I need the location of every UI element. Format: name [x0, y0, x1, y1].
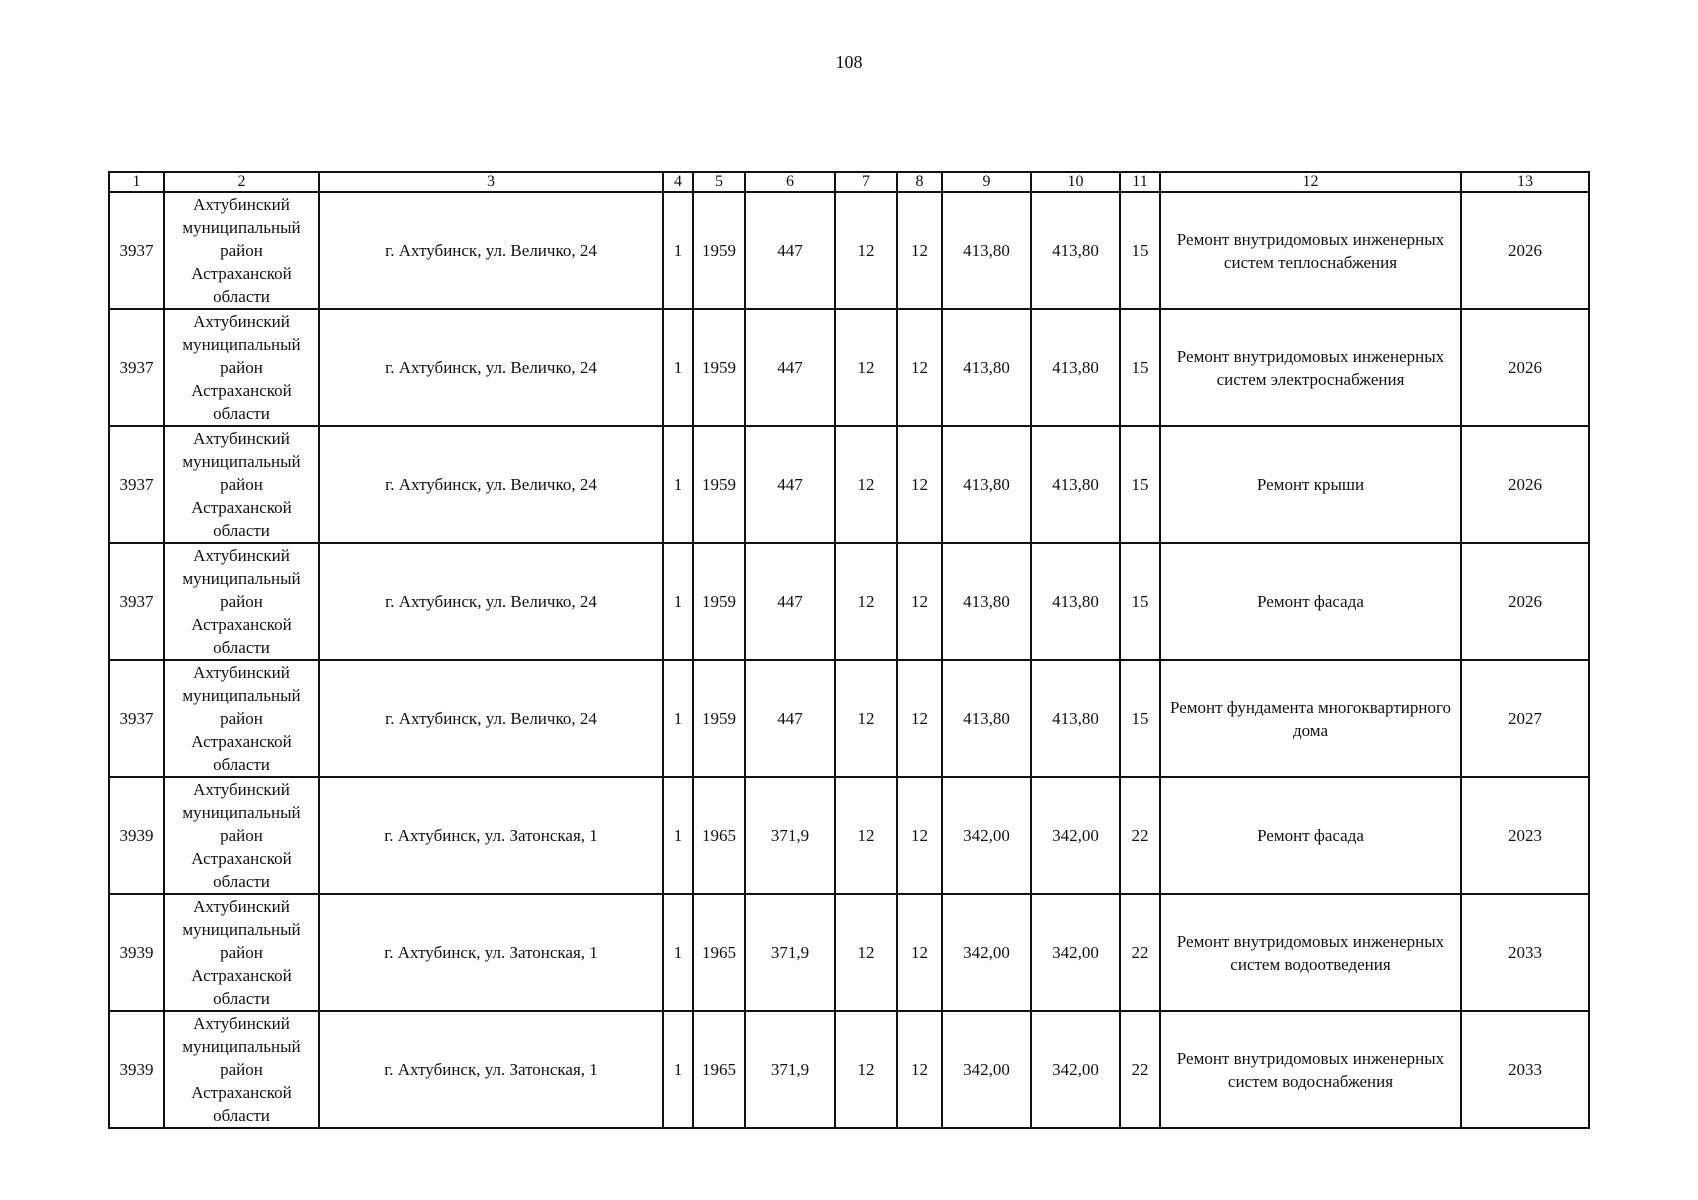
column-8-cell: 12 [897, 426, 942, 543]
column-8-cell: 12 [897, 777, 942, 894]
table-header [109, 172, 1589, 192]
column-7-cell: 12 [835, 777, 897, 894]
column-11-cell: 15 [1120, 309, 1160, 426]
column-4-cell: 1 [663, 309, 693, 426]
district-line: район [220, 358, 263, 377]
column-8-cell: 12 [897, 1011, 942, 1128]
district-line: области [213, 755, 270, 774]
district-line: области [213, 1106, 270, 1125]
planned-year-cell: 2033 [1461, 1011, 1589, 1128]
column-10-cell: 413,80 [1031, 192, 1120, 309]
column-11-cell: 15 [1120, 426, 1160, 543]
district-cell [164, 777, 319, 894]
build-year-cell: 1959 [693, 660, 745, 777]
district-line: Астраханской [191, 498, 292, 517]
column-10-cell: 342,00 [1031, 894, 1120, 1011]
column-6-cell: 447 [745, 309, 835, 426]
district-cell [164, 192, 319, 309]
column-11-cell: 22 [1120, 1011, 1160, 1128]
planned-year-cell: 2026 [1461, 426, 1589, 543]
table-row [109, 777, 1589, 894]
address-cell: г. Ахтубинск, ул. Величко, 24 [319, 309, 663, 426]
column-header: 11 [1120, 172, 1160, 192]
build-year-cell: 1965 [693, 894, 745, 1011]
column-header: 13 [1461, 172, 1589, 192]
column-6-cell: 371,9 [745, 1011, 835, 1128]
column-8-cell: 12 [897, 660, 942, 777]
column-7-cell: 12 [835, 660, 897, 777]
address-cell: г. Ахтубинск, ул. Затонская, 1 [319, 1011, 663, 1128]
district-cell [164, 543, 319, 660]
table-row [109, 894, 1589, 1011]
column-4-cell: 1 [663, 1011, 693, 1128]
work-type-cell: Ремонт внутридомовых инженерных систем теплоснабжения [1160, 192, 1461, 309]
column-9-cell: 342,00 [942, 894, 1031, 1011]
district-line: Ахтубинский [193, 429, 290, 448]
work-type-cell: Ремонт внутридомовых инженерных систем водоснабжения [1160, 1011, 1461, 1128]
row-id-cell: 3939 [109, 1011, 164, 1128]
district-line: муниципальный [182, 335, 301, 354]
column-4-cell: 1 [663, 660, 693, 777]
district-line: Астраханской [191, 849, 292, 868]
district-line: Астраханской [191, 381, 292, 400]
column-7-cell: 12 [835, 192, 897, 309]
district-line: Ахтубинский [193, 312, 290, 331]
district-line: район [220, 475, 263, 494]
address-cell: г. Ахтубинск, ул. Величко, 24 [319, 192, 663, 309]
build-year-cell: 1959 [693, 426, 745, 543]
district-cell [164, 426, 319, 543]
column-10-cell: 413,80 [1031, 426, 1120, 543]
column-4-cell: 1 [663, 777, 693, 894]
work-type-cell: Ремонт фасада [1160, 543, 1461, 660]
column-header: 7 [835, 172, 897, 192]
district-line: район [220, 241, 263, 260]
row-id-cell: 3937 [109, 192, 164, 309]
row-id-cell: 3937 [109, 426, 164, 543]
build-year-cell: 1959 [693, 309, 745, 426]
district-line: Астраханской [191, 615, 292, 634]
column-9-cell: 413,80 [942, 543, 1031, 660]
district-line: Астраханской [191, 732, 292, 751]
district-line: области [213, 521, 270, 540]
column-8-cell: 12 [897, 309, 942, 426]
column-7-cell: 12 [835, 309, 897, 426]
district-line: области [213, 638, 270, 657]
row-id-cell: 3939 [109, 894, 164, 1011]
column-header: 12 [1160, 172, 1461, 192]
planned-year-cell: 2026 [1461, 309, 1589, 426]
address-cell: г. Ахтубинск, ул. Величко, 24 [319, 543, 663, 660]
district-line: район [220, 709, 263, 728]
build-year-cell: 1965 [693, 1011, 745, 1128]
column-9-cell: 413,80 [942, 309, 1031, 426]
district-line: Астраханской [191, 264, 292, 283]
district-cell [164, 309, 319, 426]
district-cell [164, 660, 319, 777]
district-line: области [213, 287, 270, 306]
column-6-cell: 447 [745, 426, 835, 543]
column-7-cell: 12 [835, 894, 897, 1011]
district-line: муниципальный [182, 1037, 301, 1056]
column-header: 1 [109, 172, 164, 192]
row-id-cell: 3937 [109, 543, 164, 660]
table-body [109, 192, 1589, 1128]
column-header: 4 [663, 172, 693, 192]
district-line: Ахтубинский [193, 780, 290, 799]
column-10-cell: 342,00 [1031, 777, 1120, 894]
district-line: Ахтубинский [193, 663, 290, 682]
column-11-cell: 22 [1120, 894, 1160, 1011]
column-6-cell: 447 [745, 660, 835, 777]
column-10-cell: 413,80 [1031, 309, 1120, 426]
column-11-cell: 15 [1120, 543, 1160, 660]
work-type-cell: Ремонт крыши [1160, 426, 1461, 543]
page-number: 108 [835, 52, 863, 72]
column-9-cell: 342,00 [942, 777, 1031, 894]
column-number-row [109, 172, 1589, 192]
district-line: области [213, 404, 270, 423]
address-cell: г. Ахтубинск, ул. Величко, 24 [319, 660, 663, 777]
build-year-cell: 1959 [693, 192, 745, 309]
column-6-cell: 371,9 [745, 894, 835, 1011]
district-cell [164, 1011, 319, 1128]
table-row [109, 543, 1589, 660]
district-line: район [220, 943, 263, 962]
column-4-cell: 1 [663, 543, 693, 660]
district-line: муниципальный [182, 920, 301, 939]
planned-year-cell: 2033 [1461, 894, 1589, 1011]
district-line: области [213, 872, 270, 891]
column-7-cell: 12 [835, 543, 897, 660]
planned-year-cell: 2027 [1461, 660, 1589, 777]
column-4-cell: 1 [663, 894, 693, 1011]
district-line: Ахтубинский [193, 546, 290, 565]
column-6-cell: 447 [745, 543, 835, 660]
build-year-cell: 1965 [693, 777, 745, 894]
district-line: Астраханской [191, 966, 292, 985]
work-type-cell: Ремонт фундамента многоквартирного дома [1160, 660, 1461, 777]
column-header: 9 [942, 172, 1031, 192]
column-7-cell: 12 [835, 1011, 897, 1128]
table-row [109, 426, 1589, 543]
address-cell: г. Ахтубинск, ул. Величко, 24 [319, 426, 663, 543]
row-id-cell: 3939 [109, 777, 164, 894]
column-header: 10 [1031, 172, 1120, 192]
district-line: район [220, 592, 263, 611]
column-7-cell: 12 [835, 426, 897, 543]
address-cell: г. Ахтубинск, ул. Затонская, 1 [319, 777, 663, 894]
column-8-cell: 12 [897, 192, 942, 309]
work-type-cell: Ремонт внутридомовых инженерных систем электроснабжения [1160, 309, 1461, 426]
planned-year-cell: 2023 [1461, 777, 1589, 894]
build-year-cell: 1959 [693, 543, 745, 660]
work-type-cell: Ремонт внутридомовых инженерных систем водоотведения [1160, 894, 1461, 1011]
column-header: 8 [897, 172, 942, 192]
district-line: район [220, 826, 263, 845]
district-line: Ахтубинский [193, 195, 290, 214]
column-header: 5 [693, 172, 745, 192]
column-8-cell: 12 [897, 543, 942, 660]
column-9-cell: 413,80 [942, 660, 1031, 777]
column-10-cell: 413,80 [1031, 543, 1120, 660]
column-11-cell: 22 [1120, 777, 1160, 894]
table-row [109, 1011, 1589, 1128]
district-line: Ахтубинский [193, 897, 290, 916]
district-line: муниципальный [182, 218, 301, 237]
repair-schedule-table [108, 171, 1590, 1129]
table-row [109, 660, 1589, 777]
district-line: муниципальный [182, 452, 301, 471]
table-row [109, 192, 1589, 309]
district-line: муниципальный [182, 569, 301, 588]
work-type-cell: Ремонт фасада [1160, 777, 1461, 894]
row-id-cell: 3937 [109, 660, 164, 777]
planned-year-cell: 2026 [1461, 192, 1589, 309]
column-4-cell: 1 [663, 192, 693, 309]
column-9-cell: 413,80 [942, 192, 1031, 309]
district-line: Астраханской [191, 1083, 292, 1102]
address-cell: г. Ахтубинск, ул. Затонская, 1 [319, 894, 663, 1011]
row-id-cell: 3937 [109, 309, 164, 426]
column-header: 2 [164, 172, 319, 192]
column-11-cell: 15 [1120, 192, 1160, 309]
column-6-cell: 447 [745, 192, 835, 309]
district-line: Ахтубинский [193, 1014, 290, 1033]
district-line: муниципальный [182, 803, 301, 822]
column-10-cell: 413,80 [1031, 660, 1120, 777]
district-cell [164, 894, 319, 1011]
column-10-cell: 342,00 [1031, 1011, 1120, 1128]
column-11-cell: 15 [1120, 660, 1160, 777]
column-9-cell: 413,80 [942, 426, 1031, 543]
column-header: 3 [319, 172, 663, 192]
column-header: 6 [745, 172, 835, 192]
column-4-cell: 1 [663, 426, 693, 543]
district-line: муниципальный [182, 686, 301, 705]
district-line: район [220, 1060, 263, 1079]
planned-year-cell: 2026 [1461, 543, 1589, 660]
column-6-cell: 371,9 [745, 777, 835, 894]
district-line: области [213, 989, 270, 1008]
column-8-cell: 12 [897, 894, 942, 1011]
column-9-cell: 342,00 [942, 1011, 1031, 1128]
table-row [109, 309, 1589, 426]
